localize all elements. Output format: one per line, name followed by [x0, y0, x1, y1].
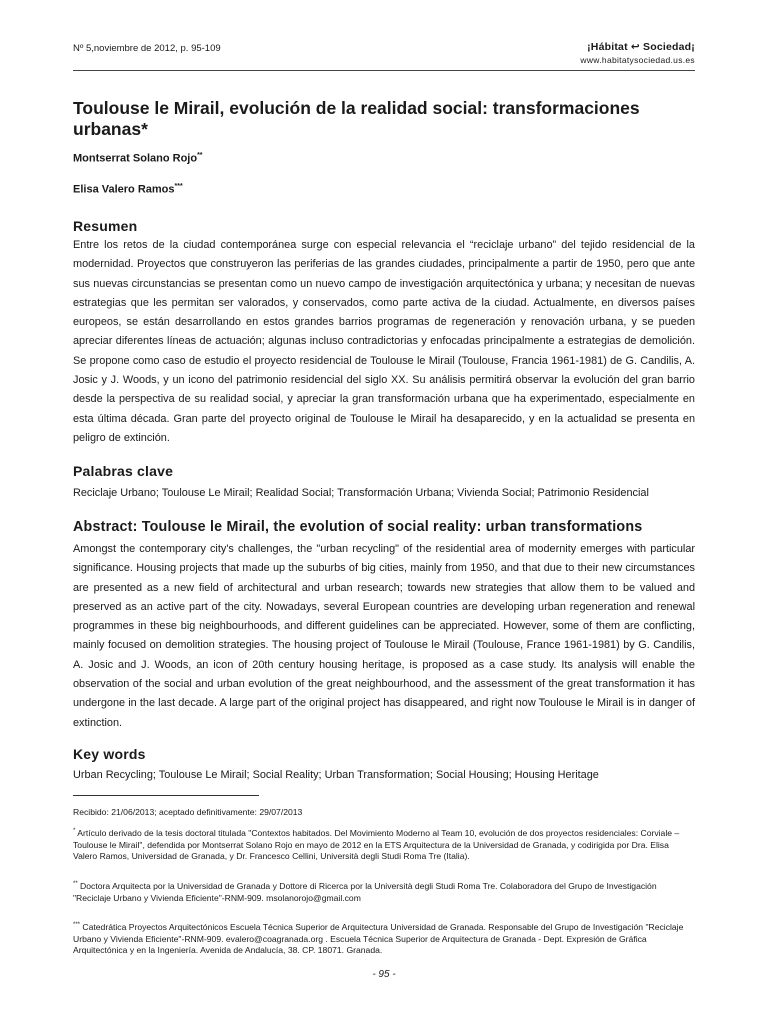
- palabras-clave-text: Reciclaje Urbano; Toulouse Le Mirail; Realidad Social; Transformación Urbana; Vivienda Social; Patrimonio Residencial: [73, 487, 649, 499]
- header-divider: [73, 70, 695, 71]
- journal-title: ¡Hábitat ↩ Sociedad¡: [587, 41, 695, 53]
- palabras-clave-heading: Palabras clave: [73, 463, 174, 479]
- received-dates: Recibido: 21/06/2013; aceptado definitivamente: 29/07/2013: [73, 807, 303, 817]
- author-2: [73, 183, 183, 196]
- journal-url[interactable]: www.habitatysociedad.us.es: [580, 55, 695, 65]
- journal-masthead: [580, 41, 695, 65]
- footnote-1: [73, 826, 695, 863]
- author-1: [73, 152, 203, 165]
- footnote-divider: [73, 795, 259, 796]
- footnote-text: Catedrática Proyectos Arquitectónicos Escuela Técnica Superior de Arquitectura Universidad de Granada. Responsable del Grupo de Investigación "Reciclaje Urbano y Vivienda Eficiente"-RNM-909. evalero@coagranada.org . Escuela Técnica Superior de Arquitectura de Granada - Dept. Expresión de Gráfica Arquitectónica y en la Ingeniería. Avenida de Andalucía, 38. CP. 18071. Granada.: [73, 921, 684, 956]
- article-title: Toulouse le Mirail, evolución de la realidad social: transformaciones urbanas*: [73, 98, 640, 139]
- footnote-mark: *: [73, 828, 76, 834]
- resumen-heading: Resumen: [73, 218, 138, 234]
- footnote-mark: **: [73, 881, 78, 887]
- footnote-text: Doctora Arquitecta por la Universidad de Granada y Dottore di Ricerca por la Università degli Studi Roma Tre. Colaboradora del Grupo de Investigación "Reciclaje Urbano y Vivienda Eficiente"-RNM-909. msolanorojo@gmail.com: [73, 880, 657, 903]
- page-number: - 95 -: [372, 969, 396, 980]
- key-words-text: Urban Recycling; Toulouse Le Mirail; Social Reality; Urban Transformation; Social Housing; Housing Heritage: [73, 769, 599, 781]
- author-footnote-mark[interactable]: ***: [174, 183, 183, 190]
- footnote-mark: ***: [73, 922, 81, 928]
- footnote-2: [73, 879, 695, 904]
- author-footnote-mark[interactable]: **: [197, 152, 203, 159]
- author-name: Elisa Valero Ramos: [73, 183, 175, 196]
- abstract-text: Amongst the contemporary city's challenges, the "urban recycling" of the residential area of modernity emerges with particular significance. Housing projects that made up the suburbs of big cities, mainly from 1950, and that due to their new circumstances are presented as a new field of architectural and urban research; towards new strategies that allow them to be valued and preserved as an active part of the city. Nowadays, several European countries are developing urban regeneration and renewal programmes in these big neighbourhoods, and different guidelines can be appreciated. However, some of them are conflicting, mainly focused on demolition strategies. The housing project of Toulouse le Mirail (Toulouse, France 1961-1981) by G. Candilis, A. Josic and J. Woods, an icon of 20th century housing heritage, is proposed as a case study. Its analysis will enable the observation of the social and urban evolution of the great neighbourhood, and the assessment of the great transformation it has undergone in the last decade. A large part of the original project has disappeared, and right now Toulouse le Mirail is in danger of extinction.: [73, 543, 695, 729]
- running-head: [73, 41, 695, 71]
- abstract-heading: Abstract: Toulouse le Mirail, the evolution of social reality: urban transformations: [73, 519, 643, 535]
- issue-info: Nº 5,noviembre de 2012, p. 95-109: [73, 43, 221, 54]
- author-name: Montserrat Solano Rojo: [73, 152, 198, 165]
- key-words-heading: Key words: [73, 746, 146, 762]
- footnote-text: Artículo derivado de la tesis doctoral titulada "Contextos habitados. Del Movimiento Moderno al Team 10, evolución de dos proyectos residenciales: Corviale – Toulouse le Mirail", defendida por Montserrat Solano Rojo en mayo de 2012 en la ETS Arquitectura de la Universidad de Granada, y codirigida por Dra. Elisa Valero Ramos, Universidad de Granada, y Dr. Francesco Cellini, Università degli Studi Roma Tre (Italia).: [73, 827, 680, 862]
- footnote-3: [73, 920, 695, 957]
- resumen-text: Entre los retos de la ciudad contemporánea surge con especial relevancia el “reciclaje urbano” del tejido residencial de la modernidad. Proyectos que construyeron las periferias de las grandes ciudades, principalmente a partir de 1950, pero que ante sus nuevas circunstancias se presentan como un nuevo campo de investigación arquitectónica y urbana; y necesitan de nuevas estrategias que les permitan ser valorados, y conservados, como parte activa de la ciudad. Actualmente, en diversos países europeos, se están desarrollando en estos grandes barrios programas de regeneración y renovación urbana, y se pueden apreciar diferentes líneas de actuación; algunas incluso contradictorias y enfocadas principalmente a estrategias de demolición. Se propone como caso de estudio el proyecto residencial de Toulouse le Mirail (Toulouse, Francia 1961-1981) de G. Candilis, A. Josic y J. Woods, y un icono del patrimonio residencial del siglo XX. Su análisis permitirá observar la evolución del gran barrio desde la perspectiva de su realidad social, y apreciar la gran transformación urbana que ha experimentado, especialmente en esta última década. Gran parte del proyecto original de Toulouse le Mirail ha desaparecido, y en la actualidad se presenta en peligro de extinción.: [73, 239, 695, 444]
